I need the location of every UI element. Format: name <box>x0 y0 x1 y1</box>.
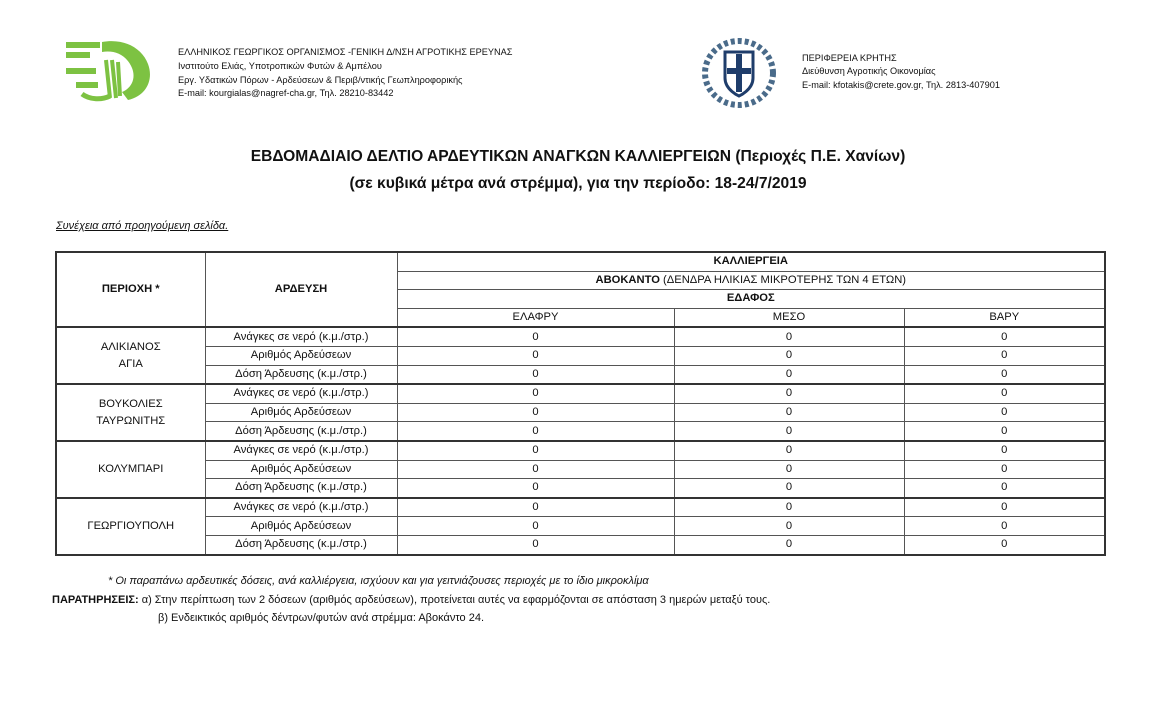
value-cell: 0 <box>674 479 904 498</box>
table-row <box>56 441 1105 460</box>
value-cell: 0 <box>904 422 1105 441</box>
table-row <box>56 384 1105 403</box>
row-label: Ανάγκες σε νερό (κ.μ./στρ.) <box>205 327 397 346</box>
header-crops: ΚΑΛΛΙΕΡΓΕΙΑ <box>397 252 1105 271</box>
region-cell <box>56 384 205 441</box>
document-subtitle: (σε κυβικά μέτρα ανά στρέμμα), για την περίοδο: 18-24/7/2019 <box>349 175 807 192</box>
table-row <box>56 460 1105 479</box>
crop-detail: (ΔΕΝΔΡΑ ΗΛΙΚΙΑΣ ΜΙΚΡΟΤΕΡΗΣ ΤΩΝ 4 ΕΤΩΝ) <box>659 273 907 286</box>
value-cell: 0 <box>397 403 674 422</box>
table-row <box>56 346 1105 365</box>
header-left-line: ΕΛΛΗΝΙΚΟΣ ΓΕΩΡΓΙΚΟΣ ΟΡΓΑΝΙΣΜΟΣ -ΓΕΝΙΚΗ Δ/ΝΣΗ ΑΓΡΟΤΙΚΗΣ ΕΡΕΥΝΑΣ <box>178 47 513 57</box>
value-cell: 0 <box>904 327 1105 346</box>
value-cell: 0 <box>674 327 904 346</box>
value-cell: 0 <box>674 422 904 441</box>
row-label: Δόση Άρδευσης (κ.μ./στρ.) <box>205 479 397 498</box>
header-soil-heavy: ΒΑΡΥ <box>904 308 1105 327</box>
continued-note: Συνέχεια από προηγούμενη σελίδα. <box>56 220 229 232</box>
value-cell: 0 <box>674 384 904 403</box>
table-row <box>56 422 1105 441</box>
row-label: Δόση Άρδευσης (κ.μ./στρ.) <box>205 535 397 554</box>
greek-coat-of-arms-icon <box>700 38 778 108</box>
region-name: ΤΑΥΡΩΝΙΤΗΣ <box>96 414 166 427</box>
value-cell: 0 <box>904 403 1105 422</box>
value-cell: 0 <box>904 535 1105 554</box>
table-row <box>56 479 1105 498</box>
remarks-line-a <box>52 594 770 606</box>
table-row <box>56 403 1105 422</box>
header-crop <box>397 271 1105 290</box>
row-label: Ανάγκες σε νερό (κ.μ./στρ.) <box>205 498 397 517</box>
irrigation-table <box>55 251 1106 556</box>
header-right-line: E-mail: kfotakis@crete.gov.gr, Τηλ. 2813-407901 <box>802 79 1000 90</box>
value-cell: 0 <box>904 517 1105 536</box>
header-soil: ΕΔΑΦΟΣ <box>397 290 1105 309</box>
region-cell <box>56 327 205 384</box>
header-soil-light: ΕΛΑΦΡΥ <box>397 308 674 327</box>
value-cell: 0 <box>674 403 904 422</box>
value-cell: 0 <box>674 460 904 479</box>
row-label: Δόση Άρδευσης (κ.μ./στρ.) <box>205 365 397 384</box>
value-cell: 0 <box>397 460 674 479</box>
header-irrigation: ΑΡΔΕΥΣΗ <box>205 252 397 327</box>
row-label: Αριθμός Αρδεύσεων <box>205 517 397 536</box>
value-cell: 0 <box>397 365 674 384</box>
header-region: ΠΕΡΙΟΧΗ * <box>56 252 205 327</box>
row-label: Αριθμός Αρδεύσεων <box>205 460 397 479</box>
value-cell: 0 <box>397 517 674 536</box>
value-cell: 0 <box>674 517 904 536</box>
value-cell: 0 <box>904 479 1105 498</box>
crop-name: ΑΒΟΚΑΝΤΟ <box>595 273 660 286</box>
value-cell: 0 <box>674 535 904 554</box>
region-name: ΑΛΙΚΙΑΝΟΣ <box>100 340 161 353</box>
value-cell: 0 <box>904 365 1105 384</box>
row-label: Ανάγκες σε νερό (κ.μ./στρ.) <box>205 441 397 460</box>
row-label: Αριθμός Αρδεύσεων <box>205 403 397 422</box>
table-row <box>56 517 1105 536</box>
remarks-label: ΠΑΡΑΤΗΡΗΣΕΙΣ: <box>52 594 139 606</box>
region-name: ΒΟΥΚΟΛΙΕΣ <box>98 397 163 410</box>
header-right-line: Διεύθυνση Αγροτικής Οικονομίας <box>802 66 936 77</box>
value-cell: 0 <box>397 346 674 365</box>
value-cell: 0 <box>397 498 674 517</box>
row-label: Δόση Άρδευσης (κ.μ./στρ.) <box>205 422 397 441</box>
remark-b: β) Ενδεικτικός αριθμός δέντρων/φυτών ανά στρέμμα: Αβοκάντο 24. <box>158 612 485 624</box>
table-row <box>56 498 1105 517</box>
region-name: ΑΓΙΑ <box>118 357 143 370</box>
document-title: ΕΒΔΟΜΑΔΙΑΙΟ ΔΕΛΤΙΟ ΑΡΔΕΥΤΙΚΩΝ ΑΝΑΓΚΩΝ ΚΑΛΛΙΕΡΓΕΙΩΝ (Περιοχές Π.Ε. Χανίων) <box>250 148 906 165</box>
value-cell: 0 <box>904 460 1105 479</box>
header-left-text <box>178 46 513 101</box>
header-left-line: Ινστιτούτο Ελιάς, Υποτροπικών Φυτών & Αμπέλου <box>178 60 382 71</box>
value-cell: 0 <box>397 422 674 441</box>
remark-a: α) Στην περίπτωση των 2 δόσεων (αριθμός αρδεύσεων), προτείνεται αυτές να εφαρμόζονται σε απόσταση 3 ημερών μεταξύ τους. <box>138 594 771 606</box>
header-right-text <box>802 52 1000 92</box>
value-cell: 0 <box>674 441 904 460</box>
value-cell: 0 <box>397 441 674 460</box>
header-soil-medium: ΜΕΣΟ <box>674 308 904 327</box>
row-label: Ανάγκες σε νερό (κ.μ./στρ.) <box>205 384 397 403</box>
table-row <box>56 327 1105 346</box>
value-cell: 0 <box>904 384 1105 403</box>
value-cell: 0 <box>904 498 1105 517</box>
table-row <box>56 535 1105 554</box>
value-cell: 0 <box>904 441 1105 460</box>
region-name: ΓΕΩΡΓΙΟΥΠΟΛΗ <box>87 519 175 532</box>
value-cell: 0 <box>904 346 1105 365</box>
value-cell: 0 <box>397 535 674 554</box>
value-cell: 0 <box>397 479 674 498</box>
value-cell: 0 <box>397 327 674 346</box>
value-cell: 0 <box>397 384 674 403</box>
footnote-asterisk: * Οι παραπάνω αρδευτικές δόσεις, ανά καλλιέργεια, ισχύουν και για γειτνιάζουσες περιοχές με το ίδιο μικροκλίμα <box>108 575 649 587</box>
row-label: Αριθμός Αρδεύσεων <box>205 346 397 365</box>
value-cell: 0 <box>674 365 904 384</box>
region-name: ΚΟΛΥΜΠΑΡΙ <box>98 462 164 475</box>
region-cell <box>56 498 205 555</box>
region-cell <box>56 441 205 498</box>
header-left-line: E-mail: kourgialas@nagref-cha.gr, Τηλ. 28210-83442 <box>178 88 394 99</box>
header-right-line: ΠΕΡΙΦΕΡΕΙΑ ΚΡΗΤΗΣ <box>802 53 897 63</box>
value-cell: 0 <box>674 498 904 517</box>
header-left-line: Εργ. Υδατικών Πόρων - Αρδεύσεων & Περιβ/ντικής Γεωπληροφορικής <box>178 74 463 85</box>
elgo-dimitra-logo-icon <box>62 38 162 104</box>
table-row <box>56 365 1105 384</box>
value-cell: 0 <box>674 346 904 365</box>
